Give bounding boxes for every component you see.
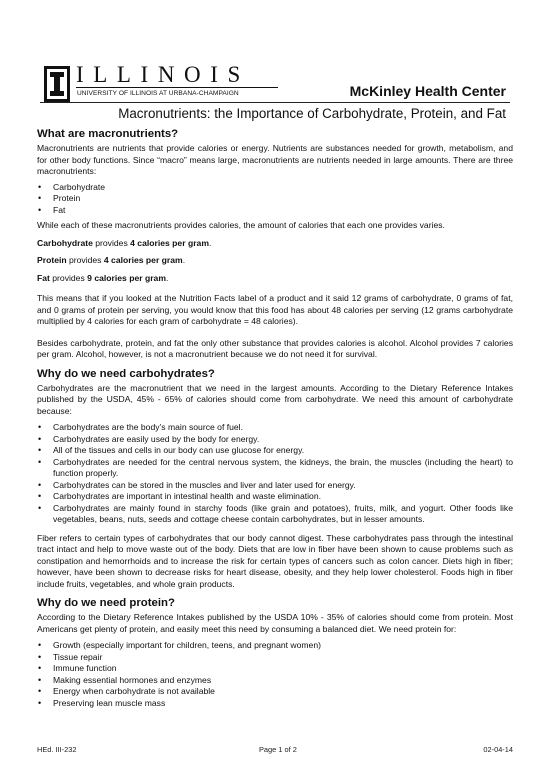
- list-item: • Carbohydrate: [37, 182, 513, 194]
- logo-wordmark: ILLINOIS: [76, 62, 250, 87]
- paragraph: Besides carbohydrate, protein, and fat the only other substance that provides calories is alcohol. Alcohol provides 7 calories per gram. Alcohol, however, is not a macronutrient because we do not need it for survival.: [37, 337, 513, 359]
- footer-date: 02-04-14: [483, 745, 513, 754]
- calorie-fact-protein: Protein provides 4 calories per gram.: [37, 255, 186, 265]
- list-item: • Carbohydrates are needed for the central nervous system, the kidneys, the brain, the muscles (including the heart) to function properly.: [37, 457, 513, 480]
- list-item: • Immune function: [37, 663, 513, 675]
- list-item: • Preserving lean muscle mass: [37, 698, 513, 710]
- list-item: • Carbohydrates are important in intestinal health and waste elimination.: [37, 491, 513, 503]
- paragraph: Fiber refers to certain types of carbohydrates that our body cannot digest. These carbohydrates pass through the intestinal tract intact and help to move waste out of the body. Diets that are low in fiber have been shown to cause problems such as constipation and hemorrhoids and to increase the risk for certain types of cancers such as colon cancer. Diets high in fiber; however, have been shown to decrease risks for heart disease, obesity, and they help lower cholesterol. Foods high in fiber include fruits, vegetables, and whole grain products.: [37, 532, 513, 589]
- section-heading-macronutrients: What are macronutrients?: [37, 128, 179, 140]
- paragraph: This means that if you looked at the Nutrition Facts label of a product and it said 12 grams of carbohydrate, 0 grams of fat, and 0 grams of protein per serving, you would know that this food has about 48 calories per serving (12 grams carbohydrate multiplied by 4 calories for each gram of carbohydrate = 48 calories).: [37, 293, 513, 326]
- logo-rule: [76, 87, 278, 88]
- calorie-fact-fat: Fat provides 9 calories per gram.: [37, 272, 169, 283]
- list-item: • Carbohydrates are mainly found in starchy foods (like grain and potatoes), fruits, milk, and yogurt. Other foods like vegetables, beans, nuts, seeds and cottage cheese contain carbohydrates, but in lesser amounts.: [37, 503, 513, 526]
- section-heading-carbohydrates: Why do we need carbohydrates?: [37, 367, 215, 380]
- list-item: • Fat: [37, 205, 513, 217]
- document-body: [37, 128, 513, 709]
- footer-doc-code: HEd. III-232: [37, 745, 77, 754]
- paragraph: Carbohydrates are the macronutrient that we need in the largest amounts. According to the Dietary Reference Intakes published by the USDA, 45% - 65% of calories should come from carbohydrate. We need this amount of carbohydrate because:: [37, 382, 513, 416]
- protein-list: [37, 640, 513, 709]
- list-item: • Energy when carbohydrate is not available: [37, 686, 513, 698]
- paragraph: Macronutrients are nutrients that provide calories or energy. Nutrients are substances needed for growth, metabolism, and for other body functions. Since “macro” means large, macronutrients are nutrients needed in large amounts. There are three macronutrients:: [37, 143, 513, 176]
- illinois-logo: [44, 62, 250, 102]
- calorie-fact-carbohydrate: Carbohydrate provides 4 calories per gram.: [37, 237, 212, 248]
- list-item: • Making essential hormones and enzymes: [37, 675, 513, 687]
- document-title: Macronutrients: the Importance of Carbohydrate, Protein, and Fat: [118, 106, 506, 121]
- list-item: • Tissue repair: [37, 652, 513, 664]
- list-item: • Carbohydrates are easily used by the body for energy.: [37, 434, 513, 446]
- macronutrient-list: [37, 182, 513, 217]
- block-i-icon: [44, 66, 70, 102]
- carbohydrate-list: [37, 422, 513, 526]
- center-name: McKinley Health Center: [349, 83, 506, 99]
- list-item: • Growth (especially important for children, teens, and pregnant women): [37, 640, 513, 652]
- footer-page-number: Page 1 of 2: [259, 745, 297, 754]
- logo-subtitle: UNIVERSITY OF ILLINOIS AT URBANA-CHAMPAIGN: [77, 90, 239, 97]
- section-heading-protein: Why do we need protein?: [37, 597, 175, 609]
- list-item: • Carbohydrates are the body’s main source of fuel.: [37, 422, 513, 434]
- list-item: • Protein: [37, 193, 513, 205]
- list-item: • All of the tissues and cells in our body can use glucose for energy.: [37, 445, 513, 457]
- paragraph: According to the Dietary Reference Intakes published by the USDA 10% - 35% of calories should come from protein. Most Americans get plenty of protein, and easily meet this need by consuming a balanced diet. We need protein for:: [37, 612, 513, 634]
- header-divider: [40, 102, 510, 103]
- list-item: • Carbohydrates can be stored in the muscles and liver and later used for energy.: [37, 480, 513, 492]
- paragraph: While each of these macronutrients provides calories, the amount of calories that each one provides varies.: [37, 220, 445, 230]
